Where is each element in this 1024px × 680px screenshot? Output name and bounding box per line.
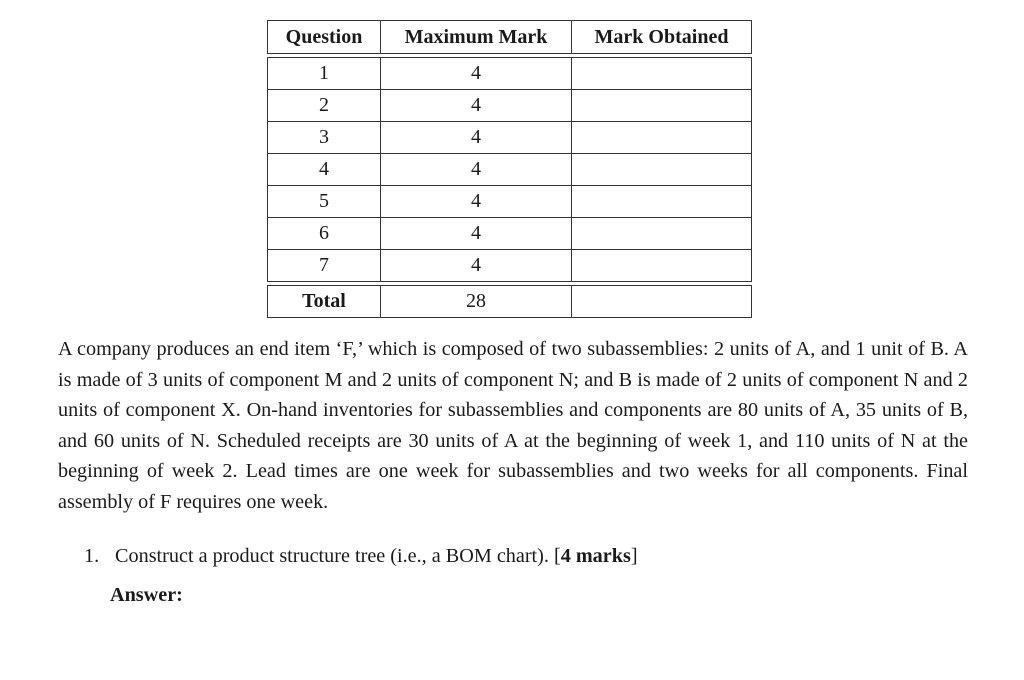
header-mark-obtained: Mark Obtained — [571, 20, 752, 54]
total-row — [267, 285, 752, 318]
question-marks: 4 marks — [560, 545, 631, 567]
cell-maximum-mark: 4 — [380, 185, 571, 217]
problem-statement: A company produces an end item ‘F,’ which is composed of two subassemblies: 2 units of A, and 1 unit of B. A is made of 3 units of component M and 2 units of component N; and B is made of 2 units of component N and 2 units of component X. On-hand inventories for subassemblies and components are 80 units of A, 35 units of B, and 60 units of N. Scheduled receipts are 30 units of A at the beginning of week 1, and 110 units of N at the beginning of week 2. Lead times are one week for subassemblies and two weeks for all components. Final assembly of F requires one week. — [58, 338, 968, 513]
cell-mark-obtained — [571, 121, 752, 153]
marks-table — [267, 20, 752, 318]
cell-total-label: Total — [267, 285, 380, 318]
cell-question: 5 — [267, 185, 380, 217]
cell-mark-obtained — [571, 57, 752, 89]
table-header-row — [267, 20, 752, 54]
cell-total-obtained — [571, 285, 752, 318]
cell-question: 6 — [267, 217, 380, 249]
cell-question: 4 — [267, 153, 380, 185]
table-row — [267, 217, 752, 249]
cell-total-maximum: 28 — [380, 285, 571, 318]
cell-question: 3 — [267, 121, 380, 153]
cell-maximum-mark: 4 — [380, 153, 571, 185]
question-text: Construct a product structure tree (i.e., a BOM chart). [ — [115, 545, 561, 567]
table-row — [267, 153, 752, 185]
header-question: Question — [267, 20, 380, 54]
cell-maximum-mark: 4 — [380, 57, 571, 89]
cell-question: 7 — [267, 249, 380, 282]
cell-mark-obtained — [571, 153, 752, 185]
table-row — [267, 57, 752, 89]
cell-question: 2 — [267, 89, 380, 121]
cell-mark-obtained — [571, 217, 752, 249]
table-row — [267, 185, 752, 217]
cell-mark-obtained — [571, 249, 752, 282]
marks-table-body — [267, 54, 752, 318]
cell-question: 1 — [267, 57, 380, 89]
cell-mark-obtained — [571, 89, 752, 121]
cell-maximum-mark: 4 — [380, 249, 571, 282]
header-maximum-mark: Maximum Mark — [380, 20, 571, 54]
cell-maximum-mark: 4 — [380, 121, 571, 153]
answer-label: Answer: — [110, 584, 183, 606]
table-row — [267, 89, 752, 121]
question-number: 1. — [84, 545, 100, 567]
question-1 — [84, 541, 638, 571]
cell-mark-obtained — [571, 185, 752, 217]
table-row — [267, 249, 752, 282]
cell-maximum-mark: 4 — [380, 217, 571, 249]
cell-maximum-mark: 4 — [380, 89, 571, 121]
table-row — [267, 121, 752, 153]
question-close-bracket: ] — [630, 545, 638, 567]
